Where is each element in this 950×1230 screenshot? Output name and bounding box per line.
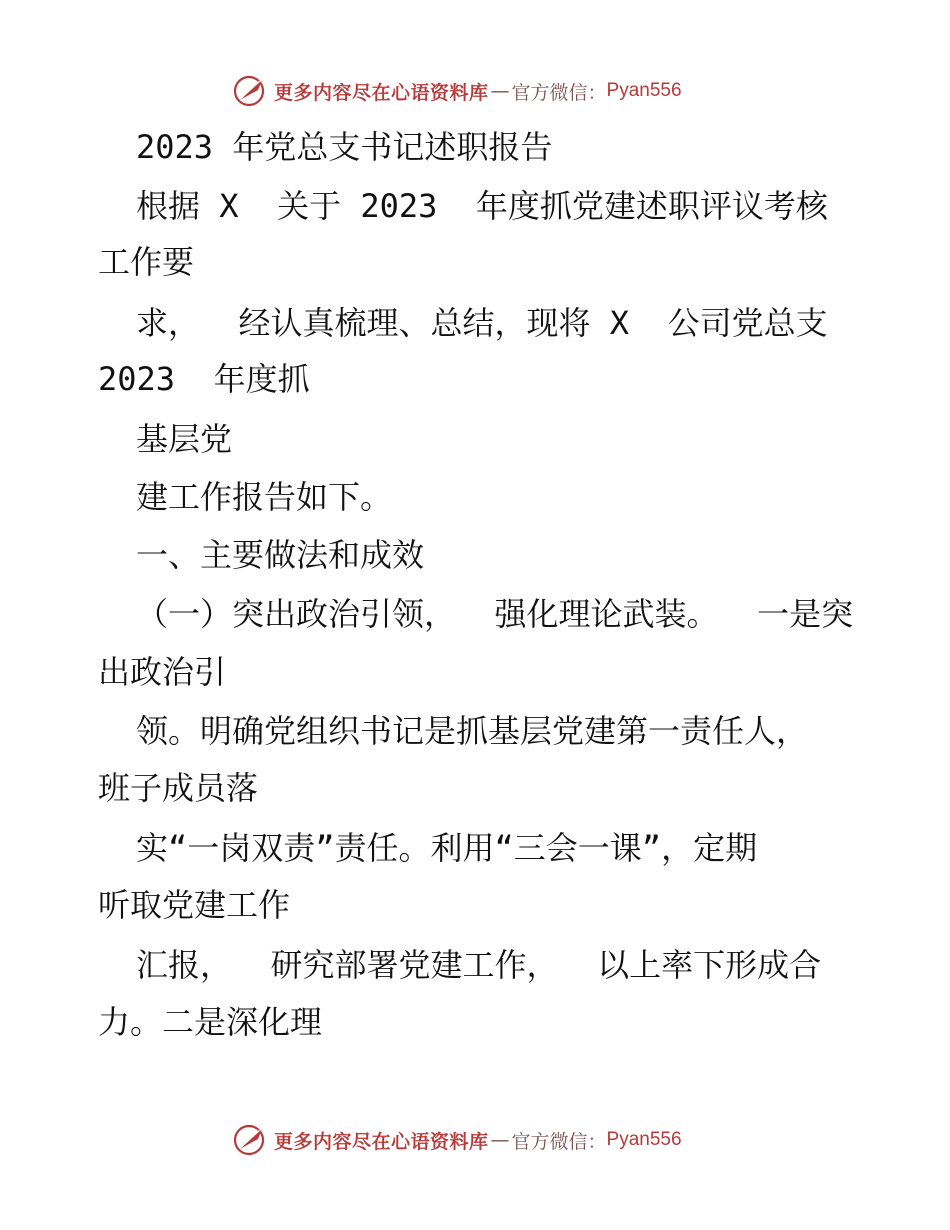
doc-title: 2023 年党总支书记述职报告 <box>136 128 553 166</box>
section-heading: 一、主要做法和成效 <box>136 536 425 574</box>
watermark-separator: — <box>490 1129 510 1151</box>
doc-line: 2023 年度抓 <box>98 360 310 398</box>
doc-line: 根据 X 关于 2023 年度抓党建述职评议考核 <box>136 187 828 225</box>
watermark-text: 更多内容尽在心语资料库 <box>274 81 489 104</box>
doc-line: 汇报， 研究部署党建工作， 以上率下形成合 <box>136 946 822 984</box>
watermark-wechat-id: Pyan556 <box>606 80 682 101</box>
doc-line: 实“一岗双责”责任。利用“三会一课”，定期 <box>136 829 758 867</box>
watermark-label: 官方微信： <box>511 1130 607 1153</box>
doc-line: 出政治引 <box>98 653 227 691</box>
watermark-footer <box>232 1122 682 1158</box>
doc-line: 求， 经认真梳理、总结，现将 X 公司党总支 <box>136 304 828 342</box>
doc-line: 听取党建工作 <box>98 886 291 924</box>
subsection-heading: （一）突出政治引领， 强化理论武装。 一是突 <box>136 595 854 633</box>
quill-logo-icon <box>232 1123 270 1157</box>
doc-line: 班子成员落 <box>98 769 259 807</box>
doc-line: 力。二是深化理 <box>98 1003 323 1041</box>
doc-line: 基层党 <box>136 420 233 458</box>
quill-logo-icon <box>232 74 270 108</box>
watermark-header <box>232 73 682 109</box>
doc-line: 领。明确党组织书记是抓基层党建第一责任人， <box>136 712 809 750</box>
watermark-text: 更多内容尽在心语资料库 <box>274 1130 489 1153</box>
watermark-label: 官方微信： <box>511 81 607 104</box>
watermark-wechat-id: Pyan556 <box>606 1129 682 1150</box>
watermark-separator: — <box>490 80 510 102</box>
doc-line: 建工作报告如下。 <box>136 478 393 516</box>
doc-line: 工作要 <box>98 243 195 281</box>
